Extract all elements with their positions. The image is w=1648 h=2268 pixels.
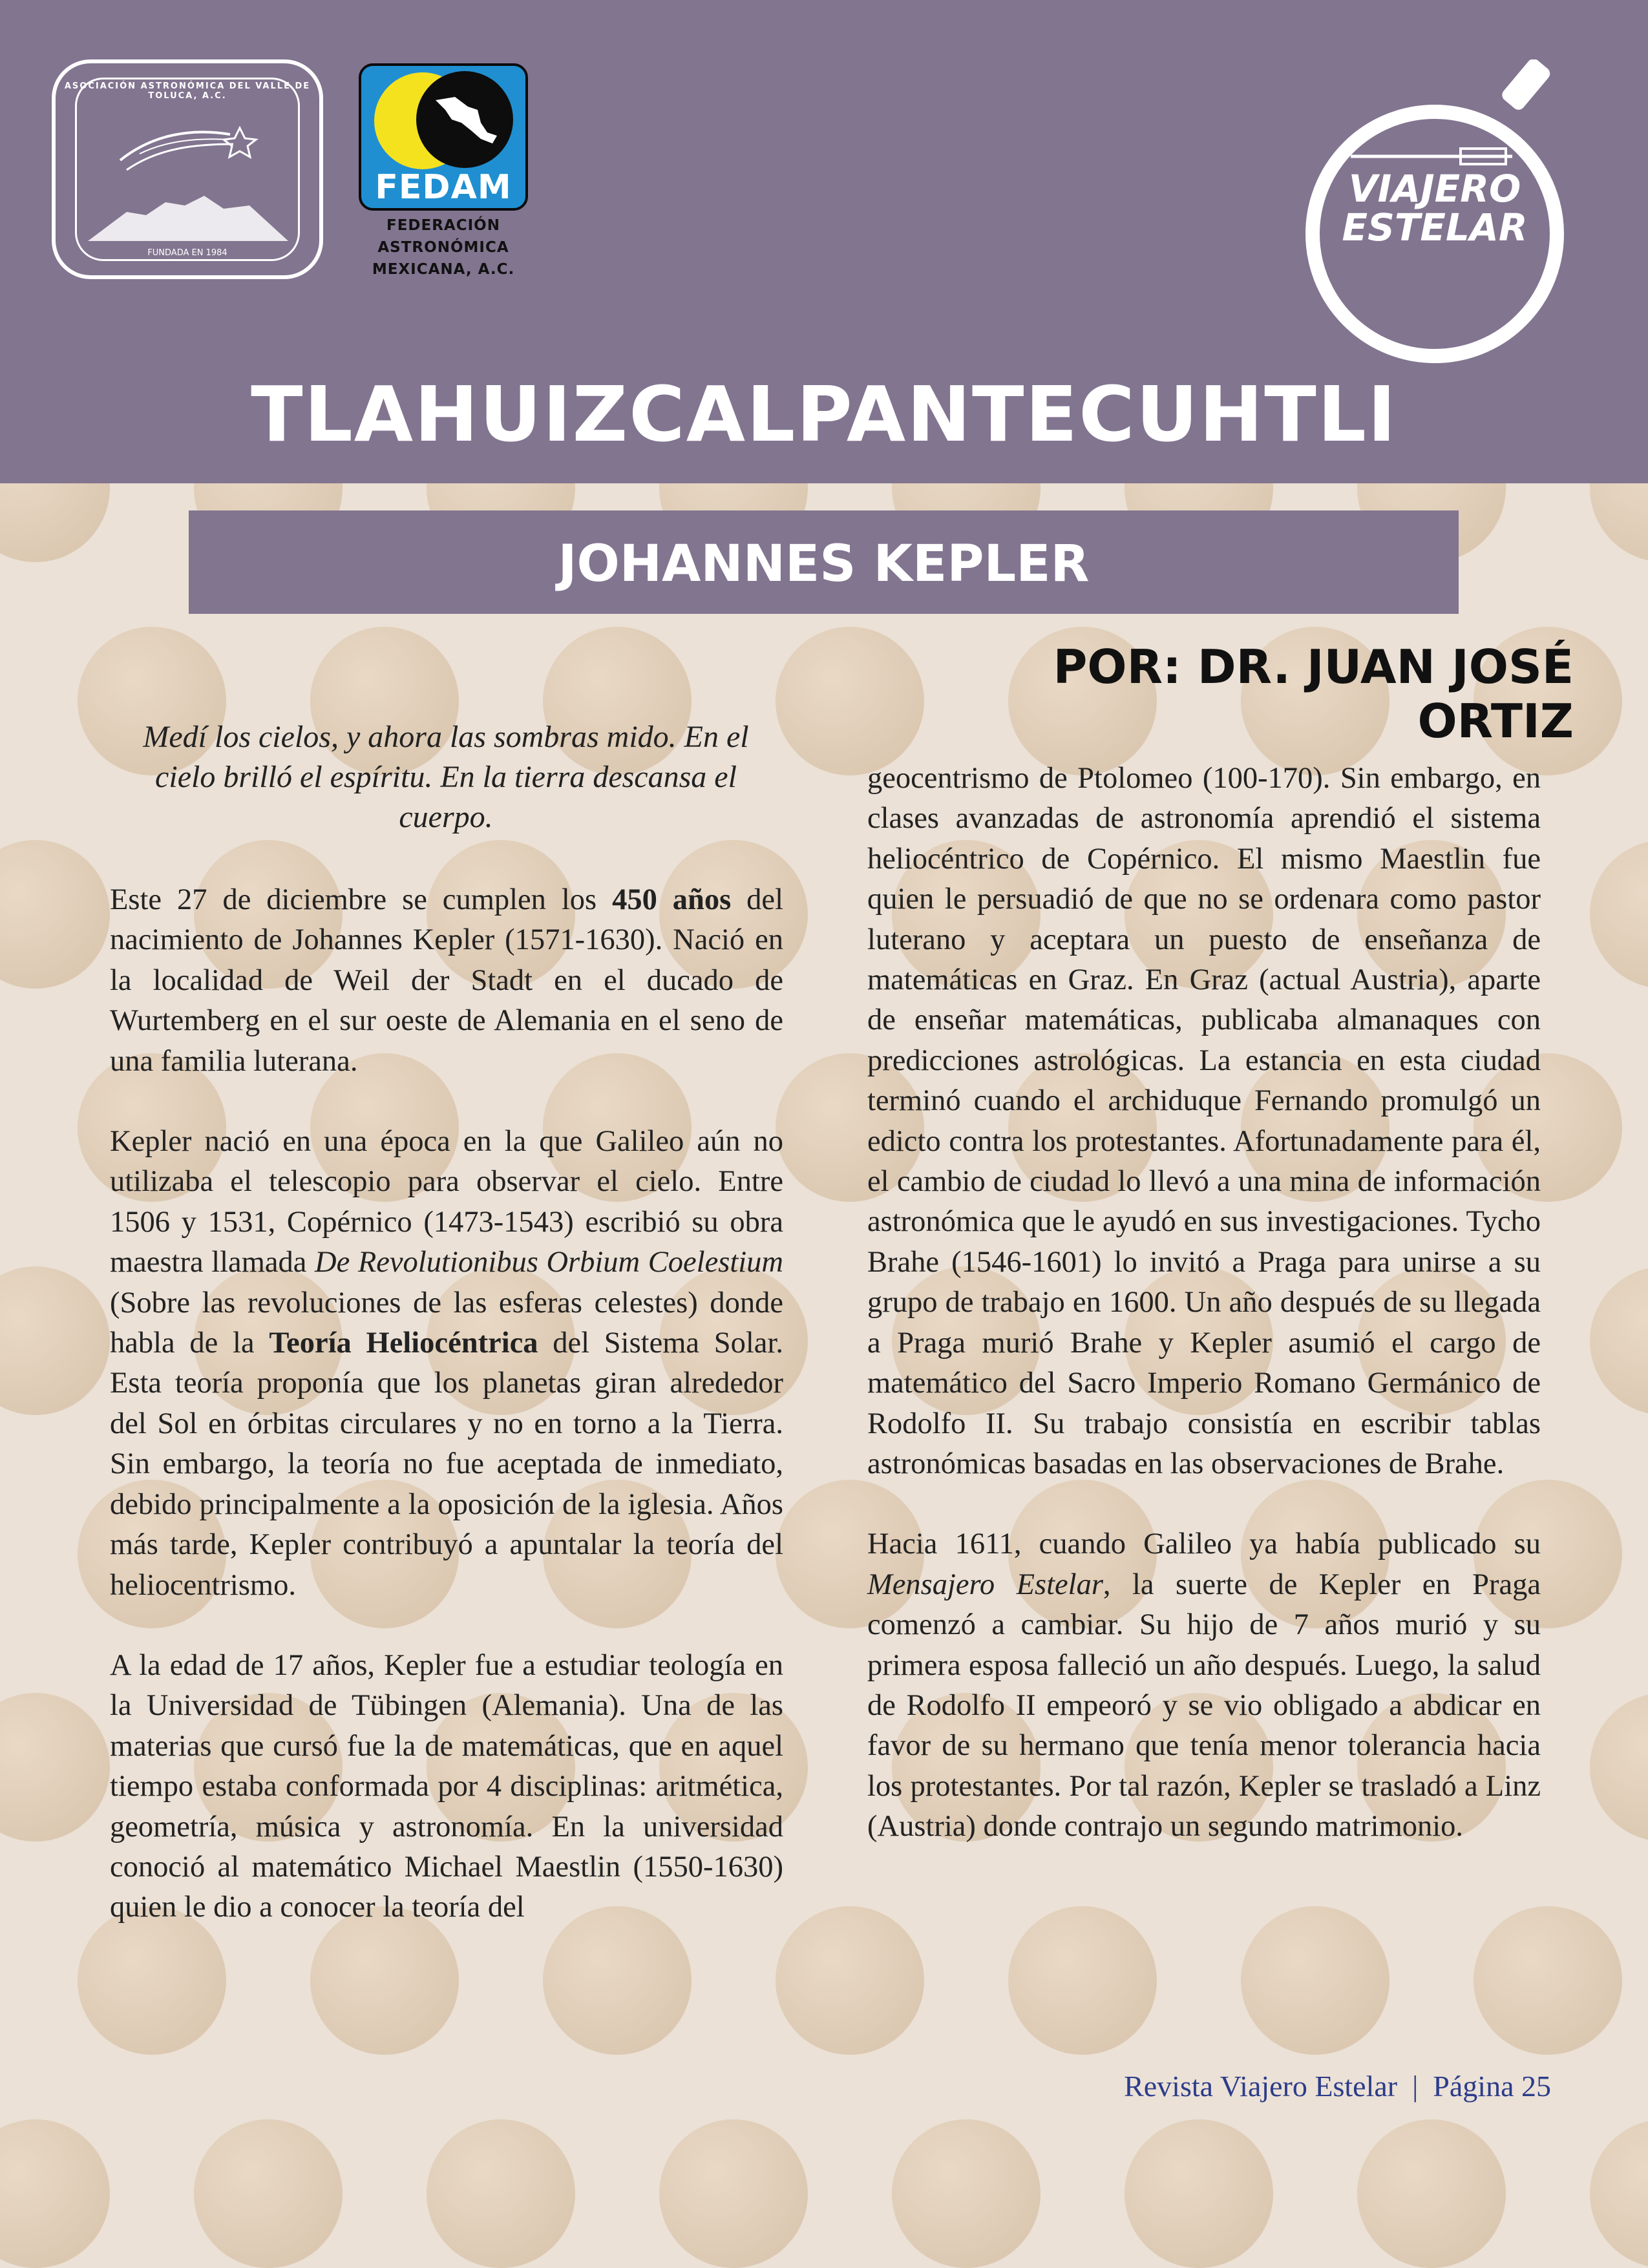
p2-text-b: (Sobre las revoluciones de las esferas celestes) donde habla de la — [110, 1286, 783, 1360]
p5-text-a: Hacia 1611, cuando Galileo ya había publicado su — [867, 1528, 1541, 1561]
planet-decoration — [0, 840, 110, 989]
estelar-word: ESTELAR — [1342, 205, 1528, 249]
p2-text-c: del Sistema Solar. Esta teoría proponía que los planetas giran alrededor del Sol en órbitas circulares y no en torno a la Tierra. Sin embargo, la teoría no fue aceptada de inmediato, debido principalmente a la oposición de la iglesia. Años más tarde, Kepler contribuyó a apuntalar la teoría del heliocentrismo. — [110, 1327, 783, 1602]
header-band — [0, 0, 1648, 483]
planet-decoration — [1474, 1906, 1622, 2055]
article-title: JOHANNES KEPLER — [558, 535, 1090, 593]
fedam-logo — [359, 63, 528, 211]
p1-bold: 450 años — [612, 883, 732, 916]
viajero-word: VIAJERO — [1348, 167, 1521, 211]
planet-decoration — [1357, 2119, 1506, 2268]
planet-decoration — [776, 1906, 924, 2055]
fedam-sub-line1: FEDERACIÓN — [386, 217, 500, 234]
planet-decoration — [0, 1693, 110, 1842]
paragraph-5 — [867, 1524, 1541, 1847]
p5-text-b: , la suerte de Kepler en Praga comenzó a cambiar. Su hijo de 7 años murió y su primera esposa falleció un año después. Luego, la salud de Rodolfo II empeoró y se vio obligado a abdicar en favor de su hermano que tenía menor tolerancia hacia los protestantes. Por tal razón, Kepler se trasladó a Linz (Austria) donde contrajo un segundo matrimonio. — [867, 1568, 1541, 1843]
volcano-icon — [88, 186, 288, 244]
planet-decoration — [0, 2119, 110, 2268]
p2-italic: De Revolutionibus Orbium Coelestium — [315, 1246, 783, 1279]
comet-icon — [114, 109, 269, 180]
planet-decoration — [1590, 1693, 1648, 1842]
page-title: TLAHUIZCALPANTECUHTLI — [251, 370, 1397, 459]
avt-logo-ring-text: ASOCIACIÓN ASTRONÓMICA DEL VALLE DE TOLUCA, A.C. — [64, 81, 311, 101]
viajero-estelar-logo — [1299, 59, 1570, 331]
planet-decoration — [1590, 840, 1648, 989]
p2-bold: Teoría Heliocéntrica — [269, 1327, 538, 1360]
page-footer: Revista Viajero Estelar | Página 25 — [1124, 2070, 1551, 2103]
fedam-label: FEDAM — [375, 168, 512, 207]
fedam-sub-line3: MEXICANA, A.C. — [372, 261, 515, 278]
p5-italic: Mensajero Estelar — [867, 1568, 1103, 1601]
avt-logo — [52, 59, 323, 279]
planet-decoration — [0, 1266, 110, 1415]
paragraph-3: A la edad de 17 años, Kepler fue a estudiar teología en la Universidad de Tübingen (Alemania). Una de las materias que cursó fue la de matemáticas, que en aquel tiempo estaba conformada por 4 disciplinas: aritmética, geometría, música y astronomía. En la universidad conoció al matemático Michael Maestlin (1550-1630) quien le dio a conocer la teoría del — [110, 1648, 783, 1924]
planet-decoration — [1008, 1906, 1157, 2055]
viajero-estelar-wordmark — [1338, 169, 1532, 247]
planet-decoration — [1590, 1266, 1648, 1415]
planet-decoration — [194, 2119, 343, 2268]
article-author: POR: DR. JUAN JOSÉ ORTIZ — [1053, 640, 1574, 748]
p2-text-a: Kepler nació en una época en la que Galileo aún no utilizaba el telescopio para observar el cielo. Entre 1506 y 1531, Copérnico (1473-1543) escribió su obra maestra llamada — [110, 1125, 783, 1279]
p1-text-b: del nacimiento de Johannes Kepler (1571-1630). Nació en la localidad de Weil der Stadt en el ducado de Wurtemberg en el sur oeste de Alemania en el seno de una familia luterana. — [110, 883, 783, 1078]
avt-founded: FUNDADA EN 1984 — [147, 248, 227, 258]
fedam-subtitle — [336, 215, 551, 280]
planet-decoration — [427, 2119, 575, 2268]
planet-decoration — [659, 2119, 808, 2268]
paragraph-2 — [110, 1122, 783, 1606]
epigraph-quote: Medí los cielos, y ahora las sombras mido. En el cielo brilló el espíritu. En la tierra descansa el cuerpo. — [143, 720, 749, 834]
paragraph-1 — [110, 880, 783, 1082]
planet-decoration — [1241, 1906, 1389, 2055]
fedam-sub-line2: ASTRONÓMICA — [377, 239, 509, 256]
paragraph-4: geocentrismo de Ptolomeo (100-170). Sin embargo, en clases avanzadas de astronomía aprendió el sistema heliocéntrico de Copérnico. El mismo Maestlin fue quien le persuadió de que no se ordenara como pastor luterano y aceptara un puesto de enseñanza de matemáticas en Graz. En Graz (actual Austria), aparte de enseñar matemáticas, publicaba almanaques con predicciones astrológicas. La estancia en esta ciudad terminó cuando el archiduque Fernando promulgó un edicto contra los protestantes. Afortunadamente para él, el cambio de ciudad lo llevó a una mina de información astronómica que le ayudó en sus investigaciones. Tycho Brahe (1546-1601) lo invitó a Praga para unirse a su grupo de trabajo en 1600. Un año después de su llegada a Praga murió Brahe y Kepler asumió el cargo de matemático del Sacro Imperio Romano Germánico de Rodolfo II. Su trabajo consistía en escribir tablas astronómicas basadas en las observaciones de Brahe. — [867, 762, 1541, 1480]
planet-decoration — [1125, 2119, 1273, 2268]
p1-text-a: Este 27 de diciembre se cumplen los — [110, 883, 613, 916]
text-column-right — [867, 759, 1541, 1887]
planet-decoration — [1590, 2119, 1648, 2268]
mexico-map-icon — [416, 71, 513, 168]
article-title-bar — [189, 510, 1459, 614]
text-column-left — [110, 880, 783, 1968]
planet-decoration — [892, 2119, 1041, 2268]
